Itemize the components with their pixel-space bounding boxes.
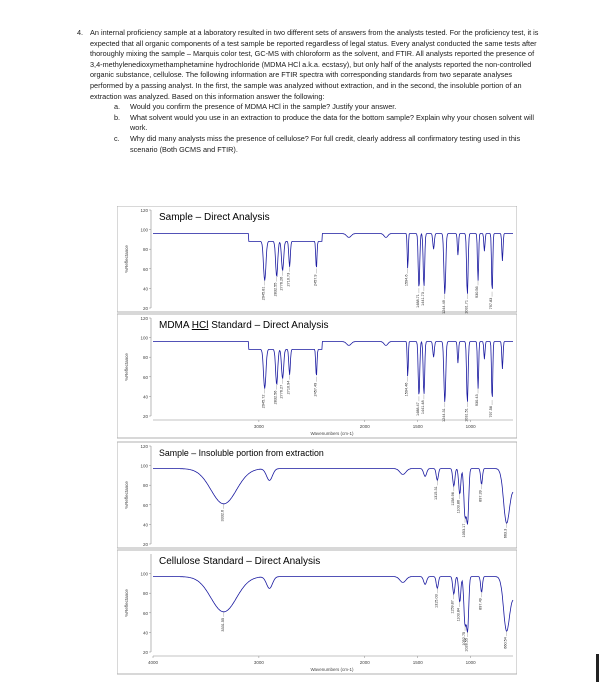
y-tick-label: 60 [142,610,148,616]
peak-label: 2776.27 [279,384,284,399]
y-axis-label: %Reflectance [124,353,129,381]
x-tick-label: 3000 [253,660,264,665]
peak-label: 1594.6 [404,274,409,287]
peak-label: 2457.9 [313,274,318,287]
y-tick-label: 80 [142,355,148,361]
peak-label: 1488.47 [415,402,420,417]
question-text: An internal proficiency sample at a laboratory resulted in two different sets of answers from the analysts tested. For the proficiency test, it is expected that all organic components of a test sample be reported regardless of legal status. Every analyst conducted the same tests after thoroughly mixing the sample – Marquis color test, GC-MS with chloroform as the solvent, and FTIR. All analysts reported the presence of 3,4-methylenedioxymethamphetamine hydrochloride (MDMA HCl a.k.a. ecstasy), but only half of the analysts reported the non-controlled organic substance, cellulose. The following information are FTIR spectra with corresponding standards from two separate analyses performed by a passing analyst. In the first, the sample was analyzed without extraction, and in the second, the insoluble portion of an extraction was analyzed. Based on this information answer the following: [90,28,539,101]
peak-label: 930.56 [474,286,479,298]
peak-label: 1315.03 [434,594,439,609]
peak-label: 663.3 [503,528,508,539]
peak-label: 2776.26 [279,276,284,291]
peak-label: 1103.86 [456,499,461,514]
y-tick-label: 120 [140,444,148,449]
y-axis-label: %Reflectance [124,245,129,273]
y-tick-label: 100 [140,463,148,469]
panel-title-part: HCl [191,320,209,331]
sub-question-c [90,134,545,155]
scroll-indicator [596,654,599,682]
y-tick-label: 120 [140,316,148,321]
x-axis-label: Wavenumbers (cm-1) [310,431,354,436]
peak-label: 897.39 [478,490,483,502]
sub-question-label: b. [114,112,121,122]
sub-question-text: Why did many analysts miss the presence of cellulose? For full credit, clearly address all confirmatory testing used in this scenario (Both GCMS and FTIR). [130,133,521,154]
x-tick-label: 4000 [147,660,159,665]
peak-label: 2945.72 [261,394,266,409]
y-axis-label: %Reflectance [124,481,129,509]
peak-label: 1053.17 [462,523,467,538]
peak-label: 2710.94 [286,380,291,395]
y-tick-label: 100 [140,335,148,341]
peak-label: 3331.55 [220,617,225,632]
spectrum-panel [117,550,517,674]
spectrum-panel [117,314,517,438]
panel-frame [117,314,517,438]
y-tick-label: 120 [140,208,148,213]
y-tick-label: 40 [142,286,148,292]
sub-question-label: a. [114,102,121,112]
panel-title [159,320,329,331]
x-tick-label: 2000 [359,660,370,665]
x-tick-label: 1500 [412,424,423,429]
peak-label: 1244.49 [441,300,446,314]
sub-question-text: What solvent would you use in an extraction to produce the data for the bottom sample? Explain why your chosen solvent will work. [130,112,534,133]
panel-title-part: Standard – Direct Analysis [208,320,329,331]
peak-label: 2457.49 [313,382,318,397]
x-tick-label: 2000 [359,424,370,429]
y-tick-label: 80 [142,247,148,253]
y-tick-label: 60 [142,266,148,272]
x-tick-label: 1000 [465,660,476,665]
peak-label: 1441.73 [420,292,425,306]
sub-question-a [90,102,545,113]
peak-label: 1315.31 [434,486,439,501]
y-tick-label: 60 [142,502,148,508]
peak-label: 660.54 [503,637,508,649]
panel-title-part: MDMA [159,320,192,331]
y-tick-label: 20 [142,542,148,547]
panel-title: Sample – Insoluble portion from extraction [159,448,324,458]
y-tick-label: 80 [142,591,148,597]
question-block [77,28,545,155]
peak-label: 1488.71 [415,294,420,308]
peak-label: 3332.6 [220,509,225,522]
y-tick-label: 20 [142,414,148,419]
peak-label: 2832.55 [273,282,278,297]
peak-label: 930.43 [475,394,480,407]
y-tick-label: 100 [140,571,148,577]
panel-title: Cellulose Standard – Direct Analysis [159,556,321,567]
peak-label: 1159.87 [450,600,455,614]
peak-label: 897.49 [478,598,483,610]
y-tick-label: 60 [142,374,148,380]
y-tick-label: 40 [142,630,148,636]
x-tick-label: 1000 [465,424,476,429]
peak-label: 797.83 [489,297,494,310]
ftir-spectra [117,206,517,676]
y-tick-label: 40 [142,394,148,400]
peak-label: 1052.75 [462,631,467,646]
peak-label: 2832.56 [273,390,278,405]
peak-label: 1441.48 [420,400,425,415]
peak-label: 1031.71 [464,299,469,314]
peak-label: 1028.55 [464,637,469,652]
sub-question-text: Would you confirm the presence of MDMA HCl in the sample? Justify your answer. [130,102,397,112]
y-tick-label: 40 [142,522,148,528]
y-axis-label: %Reflectance [124,589,129,617]
spectrum-panel [117,442,517,548]
panel-title: Sample – Direct Analysis [159,212,270,223]
ftir-spectra-svg [117,206,517,676]
question-number: 4. [77,28,84,37]
peak-label: 2945.81 [261,286,266,301]
y-tick-label: 20 [142,306,148,311]
spectrum-panel [117,206,517,314]
peak-label: 1158.96 [450,492,455,506]
x-tick-label: 3000 [253,424,264,429]
sub-question-b [90,113,545,134]
peak-label: 1031.51 [464,408,469,422]
x-axis-label: Wavenumbers (cm-1) [310,667,354,672]
x-tick-label: 1500 [412,660,423,665]
peak-label: 1244.31 [441,408,446,422]
peak-label: 2710.73 [286,272,291,287]
y-tick-label: 20 [142,650,148,655]
peak-label: 1103.84 [456,607,461,622]
sub-question-label: c. [114,133,120,143]
peak-label: 1594.46 [404,382,409,397]
peak-label: 797.56 [489,406,494,418]
y-tick-label: 80 [142,483,148,489]
y-tick-label: 100 [140,227,148,233]
